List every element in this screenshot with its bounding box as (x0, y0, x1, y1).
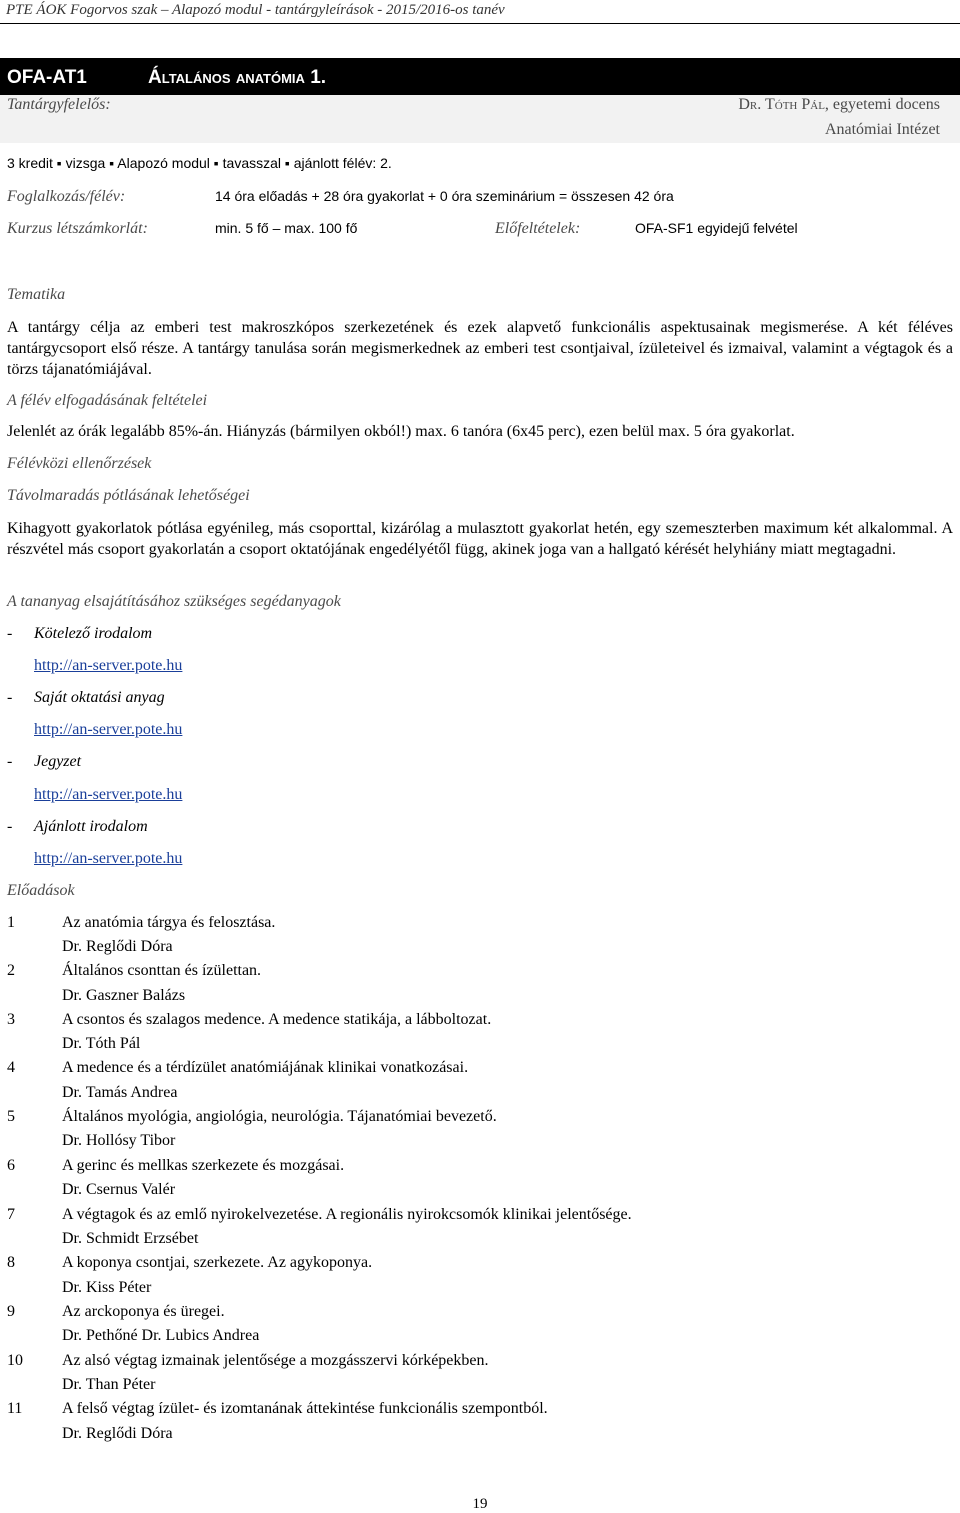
material-label: Jegyzet (34, 753, 82, 770)
hours-label: Foglalkozás/félév: (7, 188, 126, 205)
absence-makeup-text: Kihagyott gyakorlatok pótlása egyénileg, más csoporttal, kizárólag a mulasztott gyakorlat hetén, egy szemeszterben maximum két alkalommal. A részvétel más csoport gyakorlatán a csoport oktatójának engedélyétől függ, akinek joga van a hallgató kérését helyhiány miatt megtagadni. (7, 520, 953, 558)
lecture-lecturer: Dr. Kiss Péter (62, 1279, 152, 1296)
material-link[interactable]: http://an-server.pote.hu (34, 657, 183, 674)
lecture-lecturer: Dr. Reglődi Dóra (62, 938, 173, 955)
lecture-number: 3 (7, 1011, 15, 1028)
tematika-heading: Tematika (7, 286, 66, 303)
midterm-checks-heading: Félévközi ellenőrzések (7, 455, 152, 472)
lecture-lecturer: Dr. Hollósy Tibor (62, 1132, 176, 1149)
hours-text: 14 óra előadás + 28 óra gyakorlat + 0 óra szeminárium = összesen 42 óra (215, 188, 674, 204)
lecture-title: A gerinc és mellkas szerkezete és mozgásai. (62, 1157, 345, 1174)
material-link[interactable]: http://an-server.pote.hu (34, 850, 183, 867)
list-bullet: - (7, 753, 13, 770)
lecture-number: 1 (7, 914, 15, 931)
header-divider (0, 23, 960, 24)
requirements-text: Jelenlét az órák legalább 85%-án. Hiányzás (bármilyen okból!) max. 6 tanóra (6x45 perc), ezen belül max. 5 óra gyakorlat. (7, 423, 795, 440)
responsible-label: Tantárgyfelelős: (7, 96, 111, 113)
lecture-number: 4 (7, 1059, 15, 1076)
prereq-text: OFA-SF1 egyidejű felvétel (635, 220, 798, 236)
credit-line: 3 kredit ▪ vizsga ▪ Alapozó modul ▪ tavasszal ▪ ajánlott félév: 2. (7, 155, 392, 171)
list-bullet: - (7, 689, 13, 706)
material-label: Saját oktatási anyag (34, 689, 165, 706)
lecture-lecturer: Dr. Tamás Andrea (62, 1084, 178, 1101)
lecture-title: Általános csonttan és ízülettan. (62, 962, 262, 979)
lecture-lecturer: Dr. Reglődi Dóra (62, 1425, 173, 1442)
responsible-person (738, 96, 940, 114)
lecture-title: A koponya csontjai, szerkezete. Az agykoponya. (62, 1254, 373, 1271)
lecture-lecturer: Dr. Schmidt Erzsébet (62, 1230, 199, 1247)
responsible-name: Dr. Tóth Pál (738, 96, 825, 113)
lecture-number: 5 (7, 1108, 15, 1125)
lecture-title: A csontos és szalagos medence. A medence statikája, a lábboltozat. (62, 1011, 492, 1028)
lecture-title: Általános myológia, angiológia, neurológia. Tájanatómiai bevezető. (62, 1108, 497, 1125)
list-bullet: - (7, 818, 13, 835)
lecture-title: A végtagok és az emlő nyirokelvezetése. A regionális nyirokcsomók klinikai jelentősége. (62, 1206, 632, 1223)
tematika-text: A tantárgy célja az emberi test makroszkópos szerkezetének és ezek alapvető funkcionális aspektusainak megismerése. A két féléves tantárgycsoport első része. A tantárgy tanulása során megismerkednek az emberi test csontjaival, ízületeivel és izmaival, valamint a végtagok és a törzs tájanatómiájával. (7, 319, 953, 378)
lecture-number: 9 (7, 1303, 15, 1320)
material-label: Kötelező irodalom (34, 625, 153, 642)
page-number: 19 (472, 1496, 488, 1512)
lecture-title: Az anatómia tárgya és felosztása. (62, 914, 276, 931)
lecture-number: 11 (7, 1400, 23, 1417)
list-bullet: - (7, 625, 13, 642)
material-link[interactable]: http://an-server.pote.hu (34, 721, 183, 738)
running-header: PTE ÁOK Fogorvos szak – Alapozó modul - tantárgyleírások - 2015/2016-os tanév (6, 2, 505, 18)
lecture-lecturer: Dr. Than Péter (62, 1376, 156, 1393)
lecture-number: 2 (7, 962, 15, 979)
course-code: OFA-AT1 (7, 67, 87, 88)
lecture-number: 8 (7, 1254, 15, 1271)
lecture-lecturer: Dr. Csernus Valér (62, 1181, 176, 1198)
size-label: Kurzus létszámkorlát: (7, 220, 148, 237)
size-text: min. 5 fő – max. 100 fő (215, 220, 358, 236)
lecture-title: Az arckoponya és üregei. (62, 1303, 225, 1320)
material-link[interactable]: http://an-server.pote.hu (34, 786, 183, 803)
lecture-title: A felső végtag ízület- és izomtanának áttekintése funkcionális szempontból. (62, 1400, 548, 1417)
title-bar (0, 58, 960, 95)
materials-heading: A tananyag elsajátításához szükséges segédanyagok (7, 593, 341, 610)
lecture-number: 7 (7, 1206, 15, 1223)
lectures-heading: Előadások (7, 882, 75, 899)
prereq-label: Előfeltételek: (495, 220, 581, 237)
requirements-heading: A félév elfogadásának feltételei (7, 392, 208, 409)
course-title: Általános anatómia 1. (148, 67, 327, 88)
lecture-lecturer: Dr. Gaszner Balázs (62, 987, 186, 1004)
lecture-lecturer: Dr. Pethőné Dr. Lubics Andrea (62, 1327, 260, 1344)
lecture-title: Az alsó végtag izmainak jelentősége a mozgásszervi kórképekben. (62, 1352, 489, 1369)
material-label: Ajánlott irodalom (34, 818, 148, 835)
responsible-title: , egyetemi docens (824, 96, 940, 113)
absence-makeup-heading: Távolmaradás pótlásának lehetőségei (7, 487, 250, 504)
institute-name: Anatómiai Intézet (824, 121, 940, 138)
lecture-lecturer: Dr. Tóth Pál (62, 1035, 141, 1052)
lecture-title: A medence és a térdízület anatómiájának klinikai vonatkozásai. (62, 1059, 469, 1076)
lecture-number: 6 (7, 1157, 15, 1174)
lecture-number: 10 (7, 1352, 23, 1369)
